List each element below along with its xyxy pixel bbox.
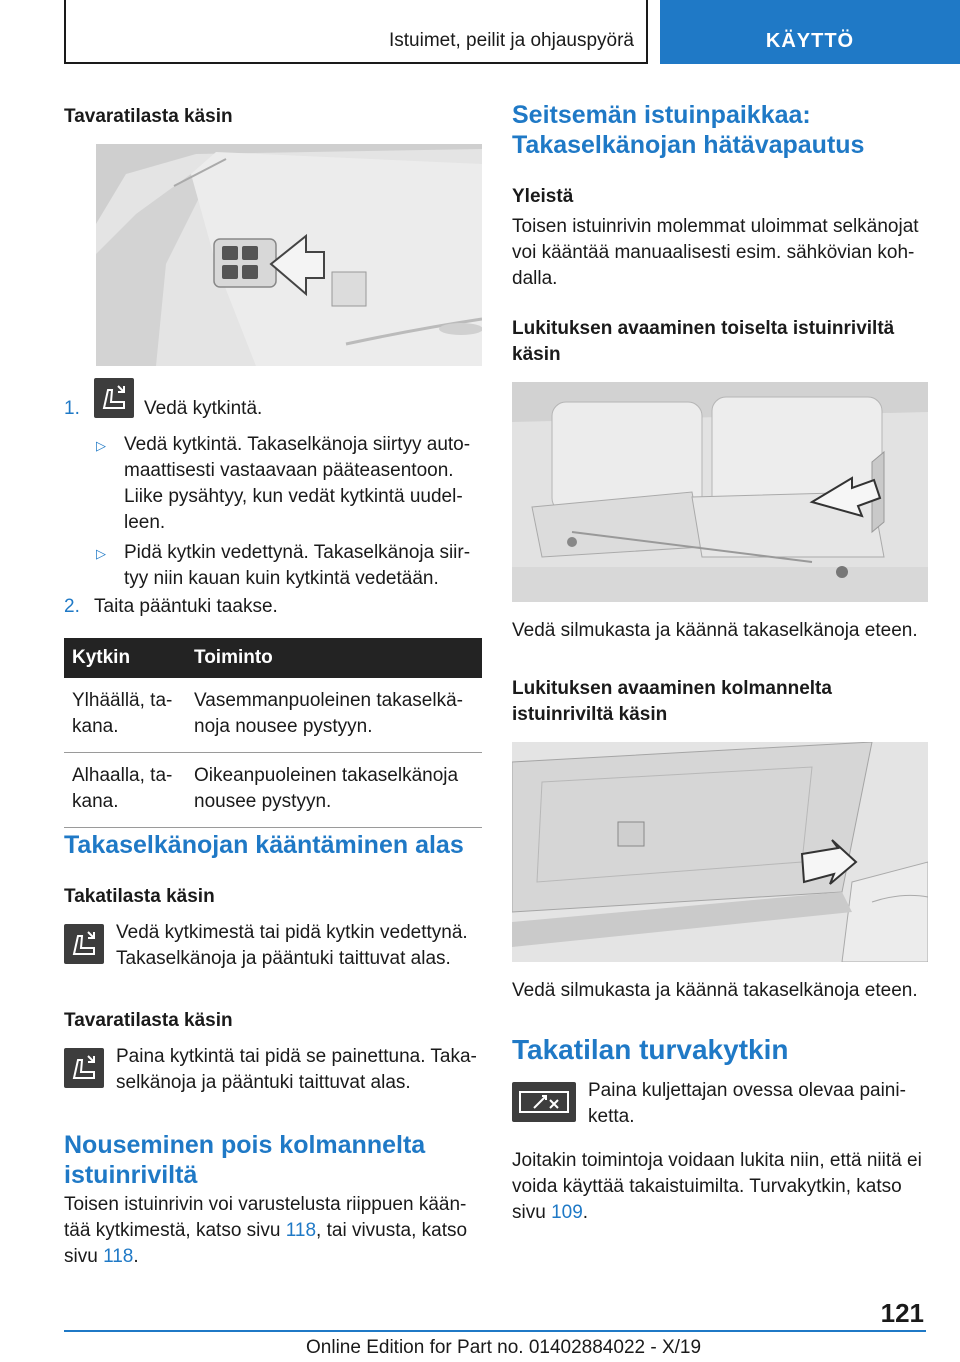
text-line: Joitakin toimintoja voidaan lukita niin, että niitä ei <box>512 1150 922 1171</box>
heading-fold-down: Takaselkänojan kääntäminen alas <box>64 831 464 859</box>
bullet-1-line: Vedä kytkintä. Takaselkänoja siirtyy auto- <box>124 434 471 455</box>
page-number: 121 <box>880 1298 924 1328</box>
text-line: Takaselkänoja ja pääntuki taittuvat alas. <box>116 948 451 969</box>
table-cell <box>64 753 186 828</box>
table-cell <box>186 678 482 753</box>
text-span: . <box>582 1202 589 1223</box>
step-2-text: Taita pääntuki taakse. <box>94 596 278 617</box>
table-row <box>64 678 482 753</box>
text-line <box>64 1218 467 1244</box>
heading-line: Takaselkänojan hätävapautus <box>512 131 865 159</box>
step-1-text: Vedä kytkintä. <box>144 398 263 419</box>
bullet-1-text <box>124 432 470 536</box>
page-link-118[interactable]: 118 <box>285 1220 317 1241</box>
seat-fold-switch-icon <box>64 924 104 964</box>
table-header-switch: Kytkin <box>64 638 186 678</box>
table-cell <box>64 678 186 753</box>
heading-child-safety-switch: Takatilan turvakytkin <box>512 1034 789 1065</box>
subheading-rear-area: Takatilasta käsin <box>64 886 215 907</box>
cell-line: Ylhäällä, ta- <box>72 690 173 711</box>
switch-function-table <box>64 638 482 828</box>
bullet-2-text <box>124 540 470 592</box>
second-row-seat-photo <box>512 382 928 602</box>
heading-line: istuinriviltä käsin <box>512 704 668 725</box>
general-text <box>512 214 919 292</box>
table-row <box>64 753 482 828</box>
page-header <box>64 0 960 64</box>
table-header-function: Toiminto <box>186 638 482 678</box>
text-span: sivu <box>64 1246 104 1267</box>
bullet-1-line: Liike pysähtyy, kun vedät kytkintä uudel- <box>124 486 463 507</box>
table-header-row <box>64 638 482 678</box>
subheading-cargo-area-2: Tavaratilasta käsin <box>64 1010 233 1031</box>
seat-backrest-switch-icon <box>94 378 134 418</box>
heading-seven-seats <box>512 100 864 160</box>
bullet-1-line: leen. <box>124 512 166 533</box>
cell-line: noja nousee pystyyn. <box>194 716 373 737</box>
heading-line: Seitsemän istuinpaikkaa: <box>512 101 811 129</box>
cell-line: kana. <box>72 791 119 812</box>
text-line: voida käyttää takaistuimilta. Turvakytkin, katso <box>512 1176 902 1197</box>
text-line: Paina kuljettajan ovessa olevaa paini- <box>588 1080 906 1101</box>
heading-line: käsin <box>512 344 561 365</box>
cell-line: nousee pystyyn. <box>194 791 332 812</box>
text-line: voi kääntää manuaalisesti esim. sähkövian koh- <box>512 242 915 263</box>
text-line: selkänoja ja pääntuki taittuvat alas. <box>116 1072 411 1093</box>
heading-line: Nouseminen pois kolmannelta <box>64 1131 426 1159</box>
second-row-caption: Vedä silmukasta ja käännä takaselkänoja eteen. <box>512 620 918 641</box>
bullet-1-line: maattisesti vastaavaan pääteasentoon. <box>124 460 454 481</box>
text-line <box>64 1244 467 1270</box>
text-span: . <box>133 1246 139 1267</box>
cell-line: kana. <box>72 716 119 737</box>
bullet-2-line: tyy niin kauan kuin kytkintä vedetään. <box>124 568 439 589</box>
text-line: Paina kytkintä tai pidä se painettuna. Taka- <box>116 1046 477 1067</box>
heading-line: Lukituksen avaaminen kolmannelta <box>512 678 832 699</box>
text-span: sivu <box>512 1202 552 1223</box>
cell-line: Vasemmanpuoleinen takaselkä- <box>194 690 463 711</box>
subheading-cargo-area: Tavaratilasta käsin <box>64 106 233 127</box>
cargo-area-switch-photo <box>96 144 482 366</box>
text-line: Toisen istuinrivin molemmat uloimmat selkänojat <box>512 216 919 237</box>
bullet-2-line: Pidä kytkin vedettynä. Takaselkänoja siir- <box>124 542 471 563</box>
heading-line: Lukituksen avaaminen toiselta istuinriviltä <box>512 318 895 339</box>
cell-line: Oikeanpuoleinen takaselkänoja <box>194 765 459 786</box>
text-line: Toisen istuinrivin voi varustelusta riippuen kään- <box>64 1194 467 1215</box>
bullet-1-marker: ▷ <box>96 438 106 453</box>
subheading-third-row <box>512 676 832 728</box>
rear-area-text <box>116 920 468 972</box>
bullet-2-marker: ▷ <box>96 546 106 561</box>
subheading-second-row <box>512 316 894 368</box>
text-span: , tai vivusta, katso <box>316 1220 468 1241</box>
text-line <box>512 1200 922 1226</box>
text-line: dalla. <box>512 268 558 289</box>
safety-switch-text <box>588 1078 906 1130</box>
cargo-area-text <box>116 1044 477 1096</box>
cargo-fold-switch-icon <box>64 1048 104 1088</box>
page-link-118[interactable]: 118 <box>103 1246 134 1267</box>
text-line: ketta. <box>588 1106 635 1127</box>
safety-switch-icon <box>512 1082 576 1122</box>
step-2-number: 2. <box>64 596 80 617</box>
subheading-general: Yleistä <box>512 186 574 207</box>
footer-edition: Online Edition for Part no. 01402884022 - X/19 <box>306 1337 702 1358</box>
third-row-caption: Vedä silmukasta ja käännä takaselkänoja eteen. <box>512 980 918 1001</box>
footer-divider <box>64 1330 926 1332</box>
table-cell <box>186 753 482 828</box>
step-1-number: 1. <box>64 398 80 419</box>
section-title: Istuimet, peilit ja ohjauspyörä <box>64 0 648 64</box>
page-link-109[interactable]: 109 <box>551 1202 583 1223</box>
safety-info-text <box>512 1148 922 1226</box>
cell-line: Alhaalla, ta- <box>72 765 173 786</box>
heading-line: istuinriviltä <box>64 1161 198 1189</box>
text-span: tää kytkimestä, katso sivu <box>64 1220 286 1241</box>
third-row-seat-photo <box>512 742 928 962</box>
exit-text <box>64 1192 467 1270</box>
heading-exit-third-row <box>64 1130 425 1190</box>
text-line: Vedä kytkimestä tai pidä kytkin vedettynä. <box>116 922 468 943</box>
chapter-tab[interactable]: KÄYTTÖ <box>660 0 960 64</box>
